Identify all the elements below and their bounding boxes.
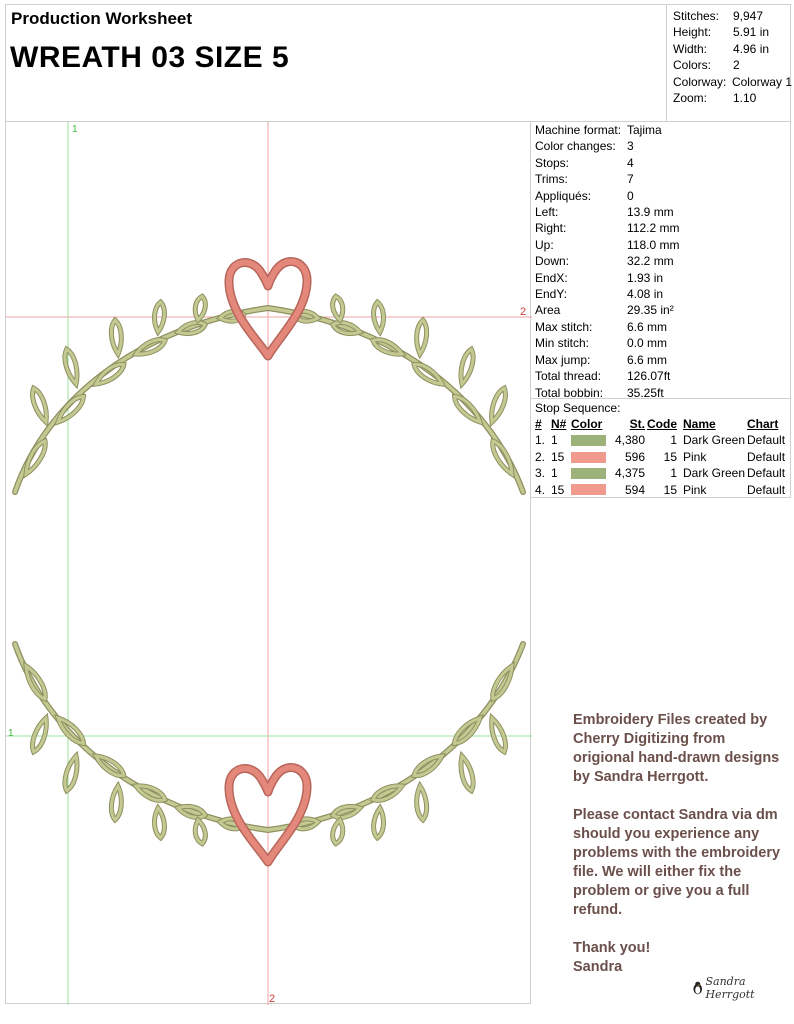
stop-chart: Default bbox=[747, 466, 786, 481]
stop-code: 15 bbox=[663, 482, 677, 497]
credits-closing bbox=[573, 939, 783, 977]
stat-row bbox=[535, 220, 790, 236]
guide-label-bottom: 2 bbox=[269, 993, 276, 1005]
stop-color bbox=[571, 452, 609, 463]
stop-needle: 1 bbox=[551, 466, 558, 481]
leaf-fill bbox=[411, 361, 444, 388]
stat-label: Left: bbox=[535, 205, 559, 220]
stop-stitches: 4,380 bbox=[614, 433, 645, 448]
stat-label: Machine format: bbox=[535, 123, 622, 137]
stat-value: 3 bbox=[627, 139, 634, 154]
stat-value: 4.08 in bbox=[627, 287, 664, 302]
stop-sequence-title: Stop Sequence: bbox=[535, 401, 621, 415]
penguin-icon bbox=[692, 981, 703, 995]
stat-value: Tajima bbox=[627, 123, 662, 137]
summary-value: Colorway 1 bbox=[731, 74, 792, 89]
stat-row bbox=[535, 138, 790, 154]
summary-row bbox=[673, 41, 792, 57]
summary-value: 9,947 bbox=[733, 9, 764, 23]
embroidery-preview-svg bbox=[6, 122, 532, 1005]
stop-code: 1 bbox=[670, 433, 677, 448]
stat-label: Down: bbox=[535, 254, 570, 269]
stop-name: Pink bbox=[683, 482, 707, 497]
stat-value: 0 bbox=[627, 188, 634, 203]
stat-row bbox=[535, 122, 790, 138]
stat-label: Max jump: bbox=[535, 352, 591, 367]
summary-row bbox=[673, 74, 792, 90]
leaf bbox=[373, 808, 385, 839]
summary-value: 5.91 in bbox=[733, 25, 770, 40]
leaf bbox=[487, 387, 508, 424]
stat-row bbox=[535, 368, 790, 384]
sheet-title: Production Worksheet bbox=[11, 9, 193, 28]
leaf-fill bbox=[451, 393, 483, 425]
stop-stitches: 4,375 bbox=[614, 466, 645, 481]
summary-label: Colorway: bbox=[673, 74, 727, 89]
leaf bbox=[451, 393, 483, 425]
summary-label: Colors: bbox=[673, 58, 712, 73]
stop-chart: Default bbox=[747, 449, 786, 464]
stat-label: Trims: bbox=[535, 172, 568, 187]
upper-wreath bbox=[15, 296, 523, 492]
stat-label: Total bobbin: bbox=[535, 385, 604, 400]
stat-row bbox=[535, 237, 790, 253]
leaf bbox=[457, 755, 476, 792]
leaf bbox=[29, 387, 50, 424]
credits-thanks: Thank you! bbox=[573, 940, 651, 956]
stop-sequence-rows bbox=[535, 432, 790, 498]
stop-chart: Default bbox=[747, 482, 786, 497]
summary-label: Height: bbox=[673, 25, 712, 40]
guide-label-top-left: 1 bbox=[72, 124, 78, 135]
stop-needle: 1 bbox=[551, 433, 558, 448]
color-swatch bbox=[571, 435, 606, 446]
color-swatch bbox=[571, 468, 606, 479]
guide-label-left-lower: 1 bbox=[8, 728, 14, 739]
col-header-name: Name bbox=[683, 417, 716, 431]
stop-needle: 15 bbox=[551, 449, 565, 464]
stat-label: Max stitch: bbox=[535, 319, 593, 334]
col-header-needle: N# bbox=[551, 417, 567, 431]
design-name: WREATH 03 SIZE 5 bbox=[10, 41, 290, 74]
lower-branch-stem bbox=[15, 644, 523, 830]
stat-row bbox=[535, 335, 790, 351]
leaf bbox=[457, 348, 476, 385]
summary-label: Stitches: bbox=[673, 9, 720, 23]
summary-row bbox=[673, 57, 792, 73]
credits-paragraph-1: Embroidery Files created by Cherry Digitizing from origional hand-drawn designs by Sandra Herrgott. bbox=[573, 712, 780, 785]
stat-label: Area bbox=[535, 303, 561, 318]
summary-panel bbox=[666, 5, 792, 122]
summary-label: Zoom: bbox=[673, 91, 708, 106]
col-header-chart: Chart bbox=[747, 417, 779, 431]
stop-color bbox=[571, 468, 609, 479]
stat-row bbox=[535, 270, 790, 286]
stat-label: EndX: bbox=[535, 270, 568, 285]
stat-value: 13.9 mm bbox=[627, 205, 674, 220]
stat-label: Up: bbox=[535, 237, 554, 252]
leaf bbox=[62, 348, 81, 385]
leaf bbox=[62, 755, 81, 792]
summary-row bbox=[673, 90, 792, 106]
col-header-color: Color bbox=[571, 417, 603, 431]
stop-index: 1. bbox=[535, 433, 546, 448]
stop-sequence-header bbox=[535, 416, 790, 432]
stat-value: 6.6 mm bbox=[627, 319, 668, 334]
stat-row bbox=[535, 352, 790, 368]
stop-stitches: 594 bbox=[624, 482, 645, 497]
stat-label: Min stitch: bbox=[535, 336, 590, 351]
stat-value: 7 bbox=[627, 172, 634, 187]
stop-index: 2. bbox=[535, 449, 546, 464]
col-header-stitches: St. bbox=[629, 417, 645, 431]
stop-index: 4. bbox=[535, 482, 546, 497]
leaf bbox=[110, 786, 123, 821]
stat-row bbox=[535, 302, 790, 318]
upper-branch-stem bbox=[15, 308, 523, 492]
stop-code: 15 bbox=[663, 449, 677, 464]
stat-value: 118.0 mm bbox=[627, 237, 680, 252]
leaf bbox=[29, 716, 50, 753]
stat-value: 0.0 mm bbox=[627, 336, 668, 351]
summary-value: 1.10 bbox=[733, 91, 757, 106]
credits-paragraph-2: Please contact Sandra via dm should you experience any problems with the embroidery file. We will either fix the problem or give you a full refund. bbox=[573, 807, 781, 918]
summary-label: Width: bbox=[673, 41, 708, 56]
summary-value: 4.96 in bbox=[733, 41, 770, 56]
stop-row bbox=[535, 465, 790, 481]
stop-row bbox=[535, 482, 790, 498]
machine-stats-panel bbox=[531, 121, 791, 399]
stat-label: Right: bbox=[535, 221, 567, 236]
leaf bbox=[55, 393, 87, 425]
stop-code: 1 bbox=[670, 466, 677, 481]
stop-row bbox=[535, 449, 790, 465]
leaf-fill bbox=[193, 819, 207, 844]
col-header-index: # bbox=[535, 417, 542, 431]
leaf bbox=[415, 786, 428, 821]
stat-label: Total thread: bbox=[535, 369, 602, 384]
leaf bbox=[153, 808, 165, 839]
stat-label: EndY: bbox=[535, 287, 568, 302]
stop-sequence-panel bbox=[531, 399, 791, 498]
stop-name: Dark Green bbox=[683, 433, 746, 448]
col-header-code: Code bbox=[647, 417, 677, 431]
stat-value: 1.93 in bbox=[627, 270, 664, 285]
stat-value: 126.07ft bbox=[627, 369, 671, 384]
stat-value: 32.2 mm bbox=[627, 254, 674, 269]
signature-text: Sandra Herrgott bbox=[705, 975, 755, 1001]
worksheet-header bbox=[5, 4, 791, 121]
signature-logo bbox=[692, 975, 794, 1001]
stat-label: Stops: bbox=[535, 155, 570, 170]
color-swatch bbox=[571, 484, 606, 495]
stat-row bbox=[535, 188, 790, 204]
stop-name: Pink bbox=[683, 449, 707, 464]
stop-stitches: 596 bbox=[624, 449, 645, 464]
leaf-fill bbox=[331, 819, 345, 844]
stat-row bbox=[535, 286, 790, 302]
summary-row bbox=[673, 8, 792, 24]
stop-name: Dark Green bbox=[683, 466, 746, 481]
stop-row bbox=[535, 432, 790, 448]
leaf bbox=[110, 320, 123, 355]
leaf bbox=[411, 361, 444, 388]
stop-color bbox=[571, 435, 609, 446]
leaf bbox=[331, 819, 345, 844]
guide-label-right-mid: 2 bbox=[520, 306, 527, 318]
lower-branch-stem-fill bbox=[15, 644, 523, 830]
upper-branch-stem-fill bbox=[15, 308, 523, 492]
credits-name: Sandra bbox=[573, 959, 623, 975]
stop-color bbox=[571, 484, 609, 495]
stat-row bbox=[535, 204, 790, 220]
stat-row bbox=[535, 319, 790, 335]
leaf bbox=[193, 819, 207, 844]
stat-value: 4 bbox=[627, 155, 634, 170]
stat-label: Color changes: bbox=[535, 139, 616, 154]
design-preview bbox=[5, 121, 531, 1004]
leaf-fill bbox=[55, 393, 87, 425]
stop-chart: Default bbox=[747, 433, 786, 448]
stat-label: Appliqués: bbox=[535, 188, 592, 203]
leaf bbox=[487, 716, 508, 753]
stat-value: 6.6 mm bbox=[627, 352, 668, 367]
stat-value: 35.25ft bbox=[627, 385, 664, 400]
stat-row bbox=[535, 253, 790, 269]
summary-value: 2 bbox=[733, 58, 740, 73]
lower-wreath bbox=[15, 644, 523, 844]
stop-needle: 15 bbox=[551, 482, 565, 497]
stop-index: 3. bbox=[535, 466, 546, 481]
leaf bbox=[415, 320, 428, 355]
stat-row bbox=[535, 155, 790, 171]
stat-row bbox=[535, 171, 790, 187]
stat-value: 112.2 mm bbox=[627, 221, 680, 236]
stat-value: 29.35 in² bbox=[627, 303, 674, 318]
summary-row bbox=[673, 24, 792, 40]
credits-note bbox=[573, 711, 783, 977]
color-swatch bbox=[571, 452, 606, 463]
